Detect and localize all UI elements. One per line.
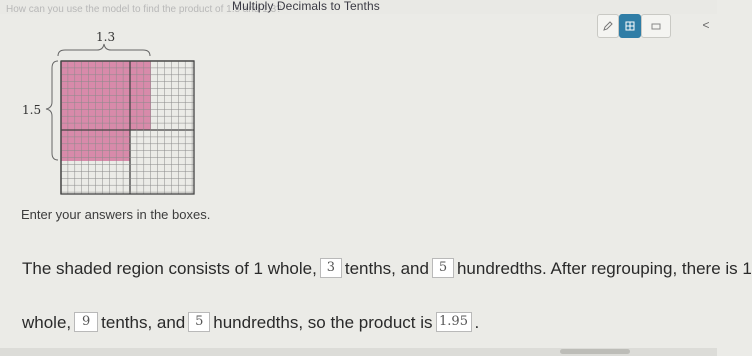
question-prompt-text: How can you use the model to find the product of 1.5 and 1.3? bbox=[6, 4, 282, 15]
bottom-scroll-thumb[interactable] bbox=[560, 349, 630, 354]
answer-box-regrouped-tenths[interactable]: 9 bbox=[74, 312, 98, 332]
eraser-tool-button[interactable] bbox=[641, 14, 671, 38]
width-label: 1.3 bbox=[96, 30, 116, 44]
height-bracket bbox=[44, 59, 60, 163]
line2-text-a: whole, bbox=[22, 313, 72, 332]
pencil-tool-button[interactable] bbox=[597, 14, 619, 38]
answer-box-product[interactable]: 1.95 bbox=[436, 312, 472, 332]
width-bracket bbox=[55, 43, 155, 57]
eraser-icon bbox=[650, 20, 662, 32]
height-label: 1.5 bbox=[22, 103, 42, 117]
line2-text-c: hundredths, so the product is bbox=[213, 313, 433, 332]
back-button[interactable] bbox=[698, 16, 714, 34]
answer-box-tenths[interactable]: 3 bbox=[320, 258, 342, 278]
grid-icon bbox=[624, 20, 636, 32]
line2-text-d: . bbox=[474, 313, 480, 332]
question-line-1 bbox=[22, 259, 752, 280]
page-title: Multiply Decimals to Tenths bbox=[232, 0, 380, 13]
line1-text-b: tenths, and bbox=[344, 259, 429, 278]
question-line-2 bbox=[22, 313, 479, 334]
answer-box-hundredths[interactable]: 5 bbox=[432, 258, 454, 278]
line1-text-c: hundredths. After regrouping, there is 1 bbox=[456, 259, 752, 278]
instructions-text: Enter your answers in the boxes. bbox=[21, 207, 211, 222]
answer-box-regrouped-hundredths[interactable]: 5 bbox=[188, 312, 210, 332]
line2-text-b: tenths, and bbox=[101, 313, 186, 332]
decimal-grid-model bbox=[60, 60, 196, 196]
pencil-icon bbox=[602, 20, 614, 32]
line1-text-a: The shaded region consists of 1 whole, bbox=[22, 259, 317, 278]
back-icon: < bbox=[702, 18, 710, 32]
grid-tool-button[interactable] bbox=[619, 14, 641, 38]
